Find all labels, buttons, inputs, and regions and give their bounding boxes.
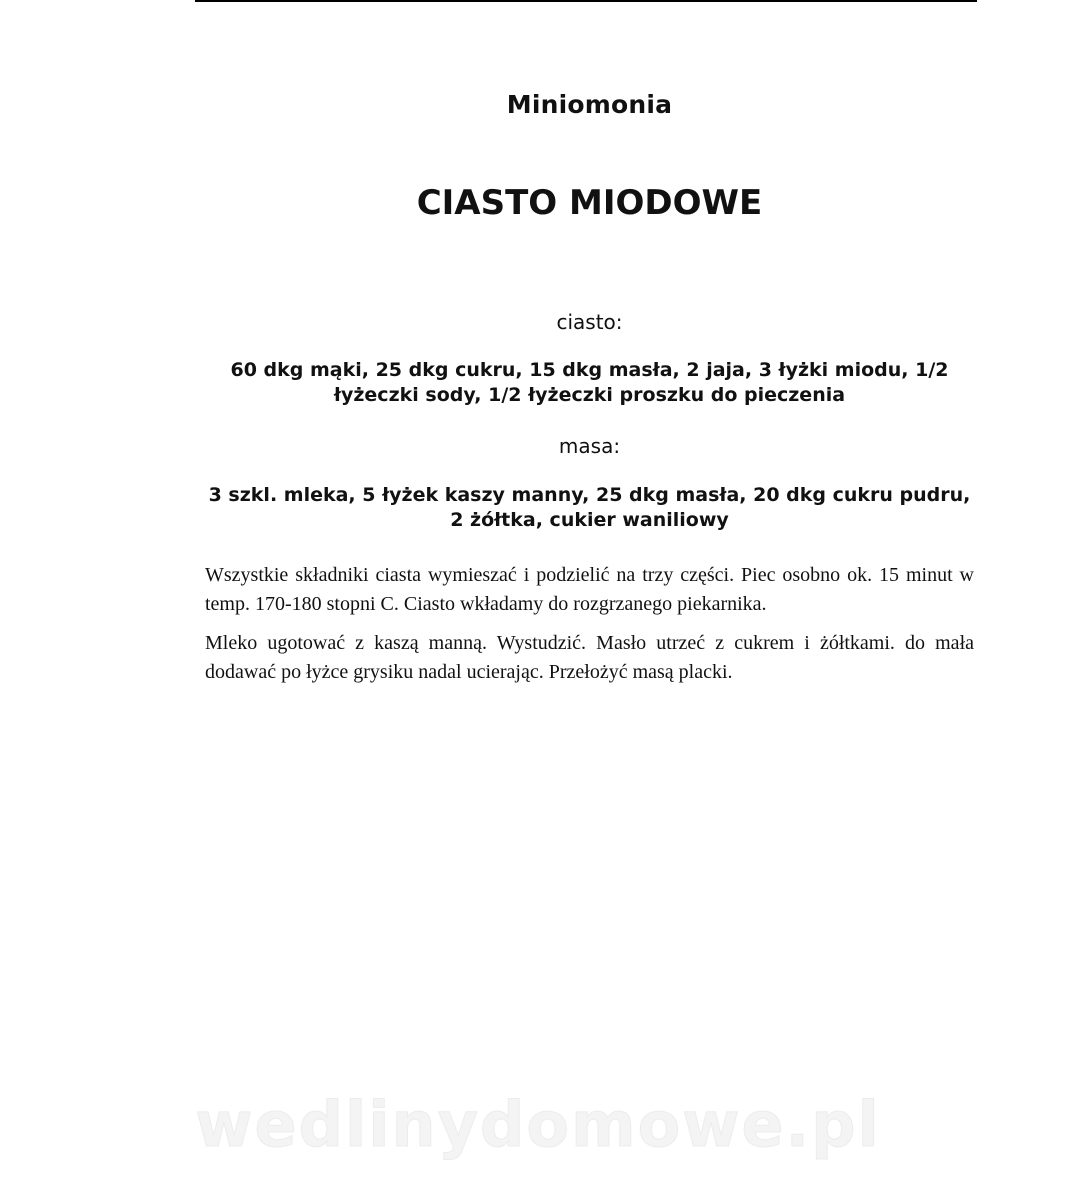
top-rule bbox=[195, 0, 977, 2]
instructions-paragraph-1: Wszystkie składniki ciasta wymieszać i podzielić na trzy części. Piec osobno ok. 15 minut w temp. 170-180 stopni C. Ciasto wkładamy do rozgrzanego piekarnika. bbox=[205, 564, 974, 615]
instructions-paragraph-2: Mleko ugotować z kaszą manną. Wystudzić. Masło utrzeć z cukrem i żółtkami. do mała dodawać po łyżce grysiku nadal ucierając. Przełożyć masą placki. bbox=[205, 632, 974, 683]
recipe-title: CIASTO MIODOWE bbox=[416, 183, 763, 223]
author-name: Miniomonia bbox=[506, 90, 673, 119]
watermark: wedlinydomowe.pl bbox=[195, 1088, 881, 1161]
section-label-ciasto: ciasto: bbox=[556, 310, 623, 334]
ingredients-masa: 3 szkl. mleka, 5 łyżek kaszy manny, 25 dkg masła, 20 dkg cukru pudru, 2 żółtka, cukier waniliowy bbox=[208, 484, 971, 531]
ingredients-ciasto: 60 dkg mąki, 25 dkg cukru, 15 dkg masła, 2 jaja, 3 łyżki miodu, 1/2 łyżeczki sody, 1/2 łyżeczki proszku do pieczenia bbox=[230, 359, 949, 406]
section-label-masa: masa: bbox=[558, 434, 621, 458]
